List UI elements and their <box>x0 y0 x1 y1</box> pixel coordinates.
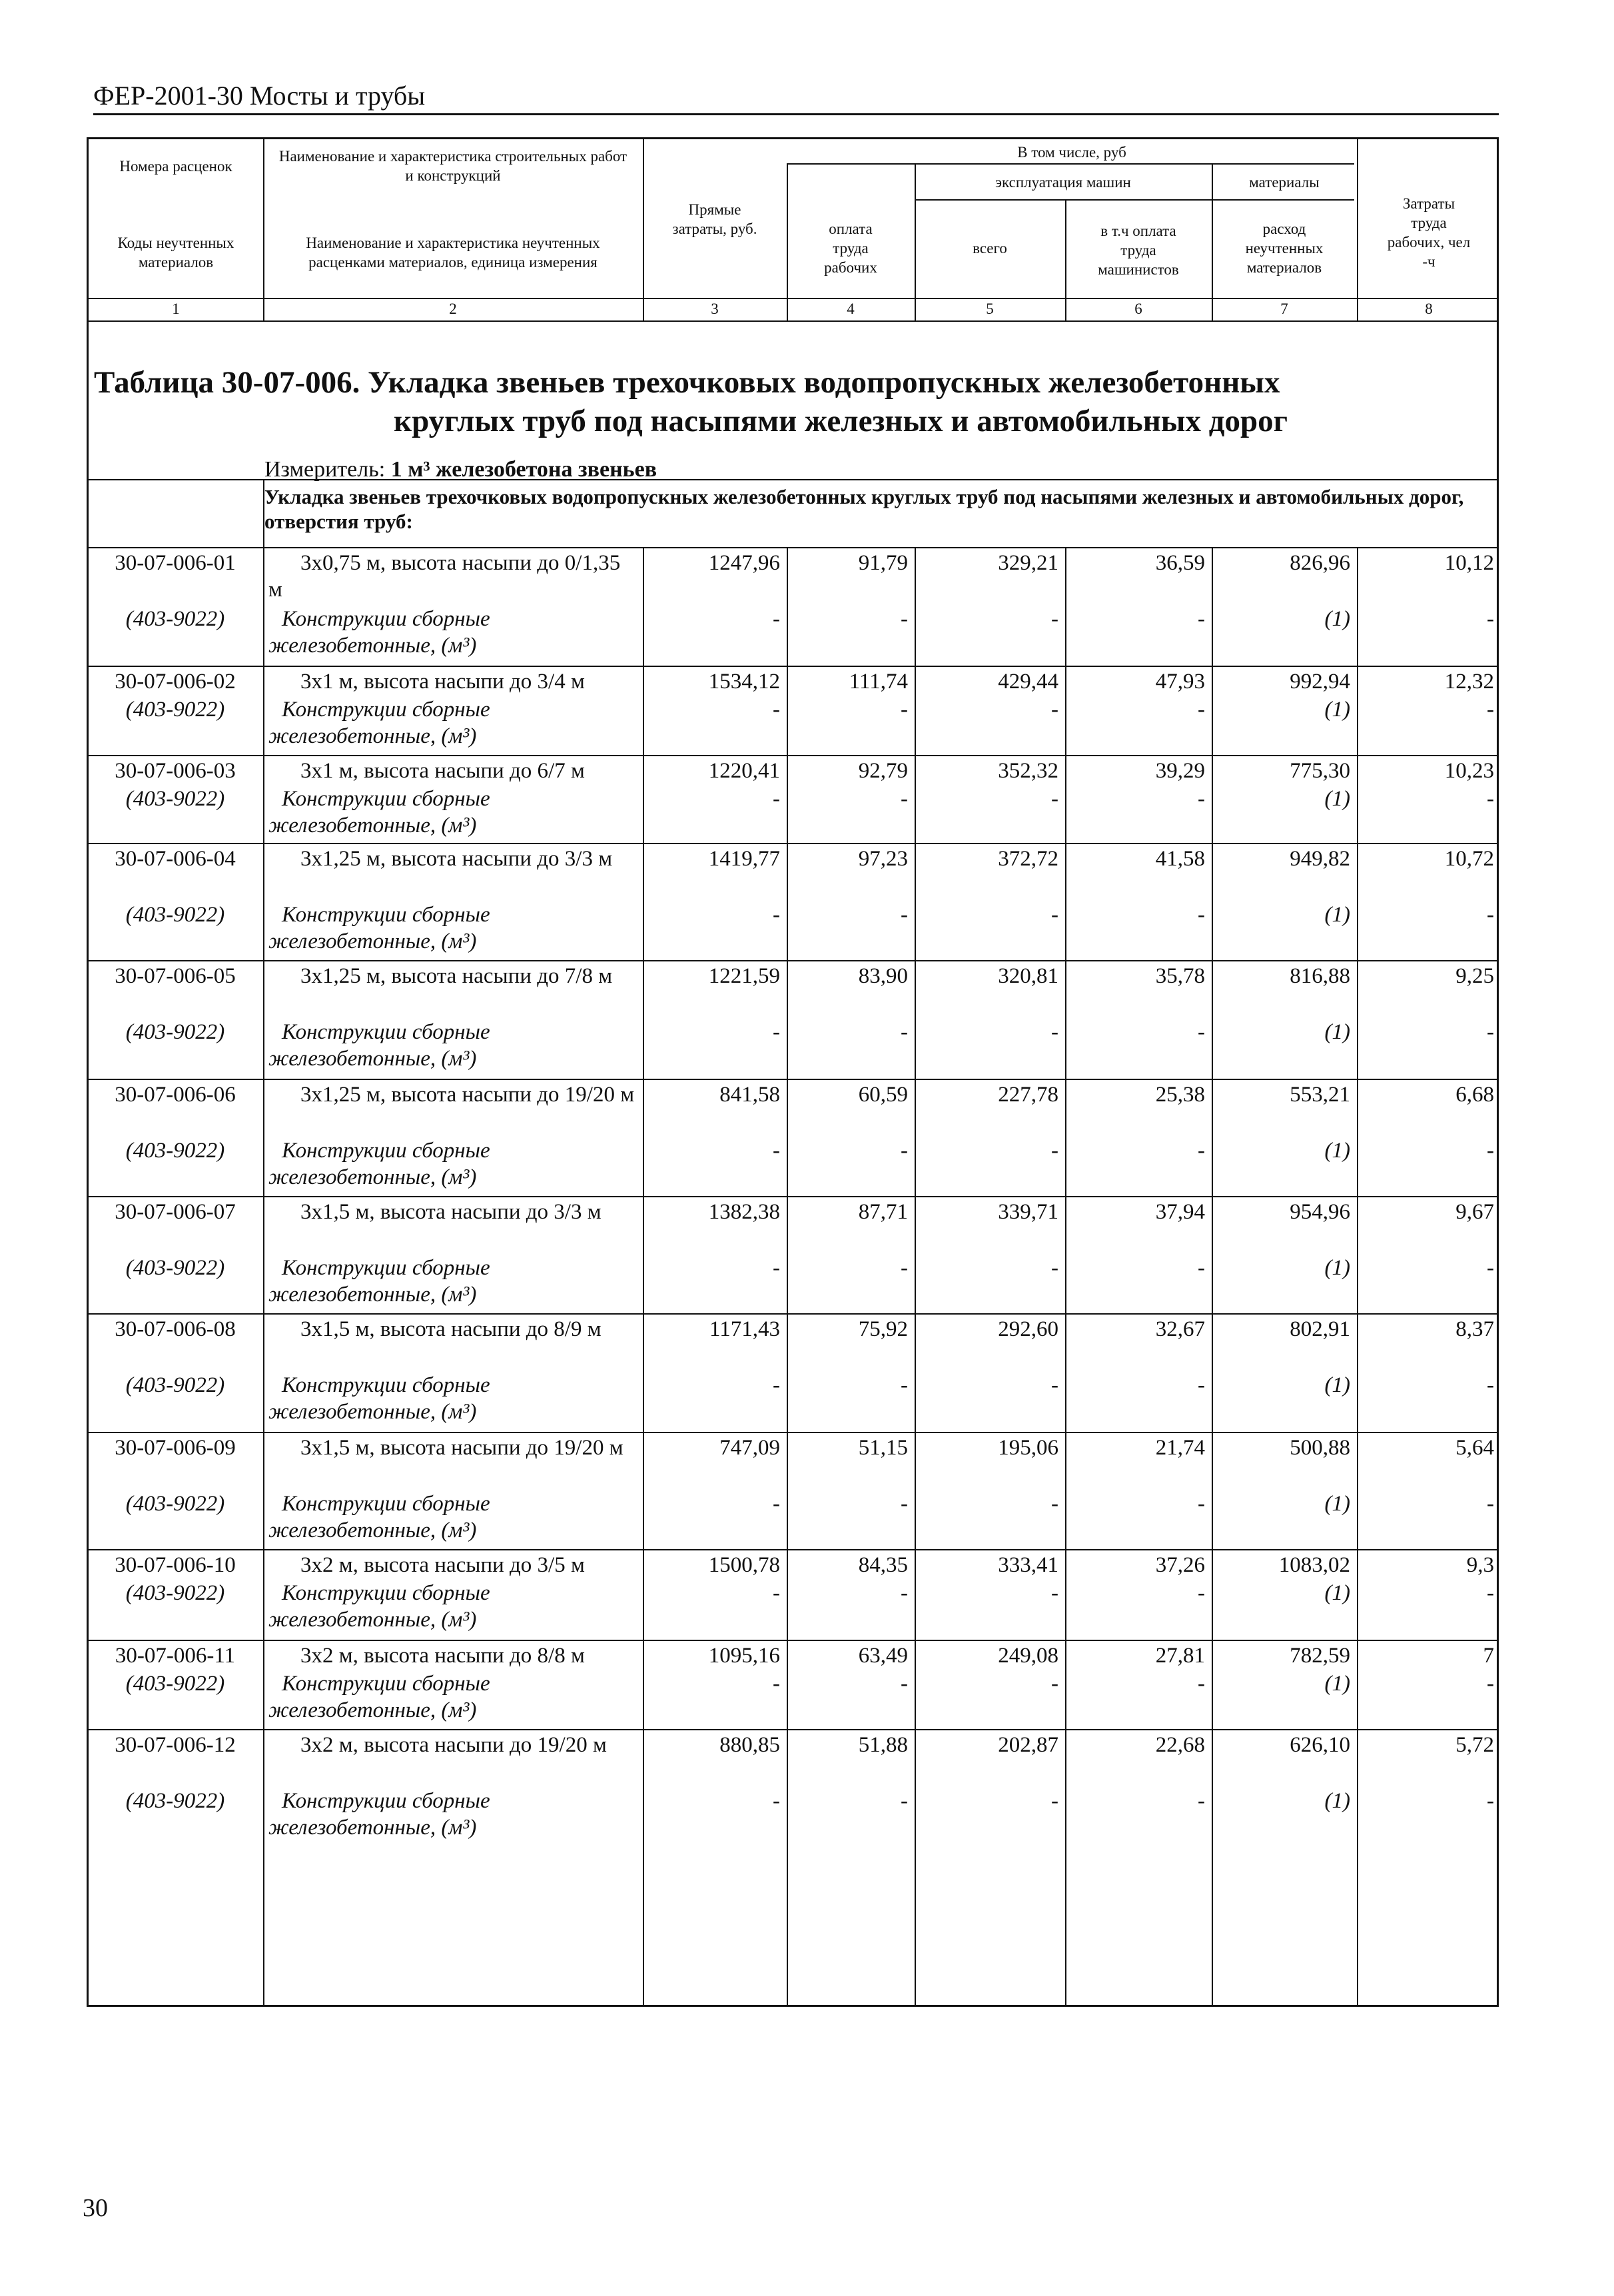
labor-hours: 10,12 <box>1444 551 1494 575</box>
material-labor: - <box>901 1139 908 1163</box>
colnum-6: 6 <box>1134 300 1142 317</box>
machinists-pay: 27,81 <box>1155 1644 1205 1668</box>
material-machines: - <box>1051 1139 1058 1163</box>
labor-hours: 9,67 <box>1455 1200 1494 1224</box>
machines-total: 249,08 <box>998 1644 1058 1668</box>
machinists-pay: 39,29 <box>1155 759 1205 783</box>
rate-code: 30-07-006-09 <box>115 1436 236 1460</box>
machinists-pay: 25,38 <box>1155 1083 1205 1107</box>
material-machines: - <box>1051 607 1058 631</box>
machinists-pay: 37,94 <box>1155 1200 1205 1224</box>
rate-name: 3х1 м, высота насыпи до 6/7 м <box>300 759 585 783</box>
rate-code: 30-07-006-11 <box>115 1644 236 1668</box>
material-machinists: - <box>1198 1581 1205 1605</box>
material-hours: - <box>1487 607 1494 631</box>
labor-hours: 5,72 <box>1455 1733 1494 1757</box>
table-row <box>89 1432 1497 1550</box>
material-machinists: - <box>1198 1789 1205 1813</box>
direct-costs: 880,85 <box>719 1733 780 1757</box>
measure-divider <box>89 479 1497 480</box>
materials-cost: 775,30 <box>1290 759 1350 783</box>
material-machinists: - <box>1198 787 1205 811</box>
labor-pay: 60,59 <box>858 1083 908 1107</box>
colnum-8: 8 <box>1425 300 1433 317</box>
material-name: Конструкции сборные железобетонные, (м³) <box>268 698 490 748</box>
material-direct: - <box>773 1139 780 1163</box>
rates-table <box>87 137 1499 2007</box>
material-labor: - <box>901 1256 908 1280</box>
material-code: (403-9022) <box>125 1256 225 1280</box>
material-direct: - <box>773 1020 780 1044</box>
colnum-bottom <box>89 320 1497 322</box>
material-machinists: - <box>1198 607 1205 631</box>
machines-total: 352,32 <box>998 759 1058 783</box>
material-name: Конструкции сборные железобетонные, (м³) <box>268 1373 490 1424</box>
table-row <box>89 1313 1497 1433</box>
header-machines-total: всего <box>973 239 1007 257</box>
machines-total: 429,44 <box>998 670 1058 694</box>
materials-cost: 992,94 <box>1290 670 1350 694</box>
direct-costs: 1095,16 <box>708 1644 780 1668</box>
material-labor: - <box>901 787 908 811</box>
page-number: 30 <box>83 2194 108 2222</box>
labor-pay: 92,79 <box>858 759 908 783</box>
direct-costs: 1419,77 <box>708 847 780 871</box>
header-bottom <box>89 298 1497 299</box>
material-hours: - <box>1487 1492 1494 1516</box>
direct-costs: 1534,12 <box>708 670 780 694</box>
header-col2-bottom: Наименование и характеристика неучтенных расценками материалов, единица измерения <box>306 235 600 271</box>
material-quantity: (1) <box>1324 1581 1350 1605</box>
material-direct: - <box>773 1672 780 1696</box>
labor-hours: 9,3 <box>1466 1553 1494 1577</box>
rate-code: 30-07-006-06 <box>115 1083 236 1107</box>
materials-cost: 500,88 <box>1290 1436 1350 1460</box>
labor-hours: 10,23 <box>1444 759 1494 783</box>
machines-total: 333,41 <box>998 1553 1058 1577</box>
material-direct: - <box>773 698 780 722</box>
rate-name: 3х1,5 м, высота насыпи до 19/20 м <box>300 1436 623 1460</box>
direct-costs: 1220,41 <box>708 759 780 783</box>
direct-costs: 747,09 <box>719 1436 780 1460</box>
machinists-pay: 21,74 <box>1155 1436 1205 1460</box>
material-name: Конструкции сборные железобетонные, (м³) <box>268 1672 490 1722</box>
material-quantity: (1) <box>1324 1373 1350 1397</box>
material-name: Конструкции сборные железобетонные, (м³) <box>268 787 490 838</box>
material-machinists: - <box>1198 1672 1205 1696</box>
labor-hours: 6,68 <box>1455 1083 1494 1107</box>
material-direct: - <box>773 1373 780 1397</box>
running-head: ФЕР-2001-30 Мосты и трубы <box>93 79 1499 115</box>
materials-cost: 553,21 <box>1290 1083 1350 1107</box>
material-machines: - <box>1051 1492 1058 1516</box>
table-row <box>89 1549 1497 1641</box>
material-labor: - <box>901 903 908 927</box>
table-row <box>89 1079 1497 1197</box>
table-row <box>89 1196 1497 1315</box>
labor-hours: 5,64 <box>1455 1436 1494 1460</box>
material-direct: - <box>773 1581 780 1605</box>
material-machines: - <box>1051 1581 1058 1605</box>
material-quantity: (1) <box>1324 1139 1350 1163</box>
machines-total: 292,60 <box>998 1317 1058 1341</box>
labor-pay: 111,74 <box>849 670 908 694</box>
material-quantity: (1) <box>1324 1672 1350 1696</box>
material-name: Конструкции сборные железобетонные, (м³) <box>268 1256 490 1307</box>
rate-code: 30-07-006-07 <box>115 1200 236 1224</box>
rate-name: 3х1,5 м, высота насыпи до 3/3 м <box>300 1200 602 1224</box>
rate-name: 3х1,5 м, высота насыпи до 8/9 м <box>300 1317 602 1341</box>
materials-cost: 802,91 <box>1290 1317 1350 1341</box>
header-col1-bottom: Коды неучтенных материалов <box>117 235 234 271</box>
labor-pay: 87,71 <box>858 1200 908 1224</box>
labor-hours: 7 <box>1483 1644 1494 1668</box>
material-code: (403-9022) <box>125 1139 225 1163</box>
labor-pay: 63,49 <box>858 1644 908 1668</box>
header-incl: В том числе, руб <box>1017 143 1126 161</box>
colnum-4: 4 <box>847 300 855 317</box>
material-labor: - <box>901 1672 908 1696</box>
material-quantity: (1) <box>1324 1020 1350 1044</box>
header-direct-costs: Прямые затраты, руб. <box>672 201 757 237</box>
material-labor: - <box>901 1789 908 1813</box>
material-labor: - <box>901 1373 908 1397</box>
header-col1-top: Номера расценок <box>119 157 232 175</box>
direct-costs: 1500,78 <box>708 1553 780 1577</box>
colnum-3: 3 <box>711 300 719 317</box>
labor-pay: 51,88 <box>858 1733 908 1757</box>
material-code: (403-9022) <box>125 607 225 631</box>
rate-name: 3х1,25 м, высота насыпи до 19/20 м <box>300 1083 635 1107</box>
direct-costs: 841,58 <box>719 1083 780 1107</box>
rate-code: 30-07-006-12 <box>115 1733 236 1757</box>
material-machines: - <box>1051 1020 1058 1044</box>
labor-pay: 83,90 <box>858 964 908 988</box>
material-labor: - <box>901 1581 908 1605</box>
header-materials: материалы <box>1249 173 1320 191</box>
rate-code: 30-07-006-04 <box>115 847 236 871</box>
material-code: (403-9022) <box>125 1020 225 1044</box>
table-row <box>89 755 1497 844</box>
material-machinists: - <box>1198 1256 1205 1280</box>
machines-total: 320,81 <box>998 964 1058 988</box>
header-labor-cost: Затраты труда рабочих, чел -ч <box>1387 195 1471 270</box>
rate-code: 30-07-006-02 <box>115 670 236 694</box>
labor-pay: 97,23 <box>858 847 908 871</box>
material-machines: - <box>1051 1672 1058 1696</box>
material-code: (403-9022) <box>125 1373 225 1397</box>
material-labor: - <box>901 607 908 631</box>
material-code: (403-9022) <box>125 1581 225 1605</box>
machines-total: 329,21 <box>998 551 1058 575</box>
table-title-line1: Таблица 30-07-006. Укладка звеньев трехочковых водопропускных железобетонных <box>94 365 1280 400</box>
machinists-pay: 47,93 <box>1155 670 1205 694</box>
material-name: Конструкции сборные железобетонные, (м³) <box>268 1139 490 1189</box>
material-machines: - <box>1051 698 1058 722</box>
rate-code: 30-07-006-10 <box>115 1553 236 1577</box>
material-labor: - <box>901 1492 908 1516</box>
material-quantity: (1) <box>1324 607 1350 631</box>
material-direct: - <box>773 607 780 631</box>
table-row <box>89 666 1497 756</box>
labor-hours: 9,25 <box>1455 964 1494 988</box>
material-machines: - <box>1051 787 1058 811</box>
machines-total: 372,72 <box>998 847 1058 871</box>
material-name: Конструкции сборные железобетонные, (м³) <box>268 1492 490 1542</box>
material-machinists: - <box>1198 1139 1205 1163</box>
material-hours: - <box>1487 1373 1494 1397</box>
rate-code: 30-07-006-01 <box>115 551 236 575</box>
rate-name: 3х2 м, высота насыпи до 19/20 м <box>300 1733 607 1757</box>
measure-value: 1 м³ железобетона звеньев <box>390 457 657 482</box>
rate-name: 3х1,25 м, высота насыпи до 7/8 м <box>300 964 613 988</box>
rate-name: 3х1,25 м, высота насыпи до 3/3 м <box>300 847 613 871</box>
direct-costs: 1247,96 <box>708 551 780 575</box>
direct-costs: 1382,38 <box>708 1200 780 1224</box>
material-hours: - <box>1487 698 1494 722</box>
materials-cost: 1083,02 <box>1278 1553 1350 1577</box>
material-machinists: - <box>1198 698 1205 722</box>
colnum-7: 7 <box>1280 300 1288 317</box>
header-materials-unaccounted: расход неучтенных материалов <box>1245 220 1324 276</box>
material-code: (403-9022) <box>125 1492 225 1516</box>
rate-name: 3х2 м, высота насыпи до 8/8 м <box>300 1644 585 1668</box>
materials-cost: 826,96 <box>1290 551 1350 575</box>
rate-name: 3х2 м, высота насыпи до 3/5 м <box>300 1553 585 1577</box>
rate-name: 3х0,75 м, высота насыпи до 0/1,35 м <box>268 551 621 602</box>
rate-code: 30-07-006-08 <box>115 1317 236 1341</box>
colnum-1: 1 <box>172 300 180 317</box>
material-quantity: (1) <box>1324 1492 1350 1516</box>
material-code: (403-9022) <box>125 1672 225 1696</box>
header-machines: эксплуатация машин <box>995 173 1131 191</box>
material-name: Конструкции сборные железобетонные, (м³) <box>268 1020 490 1071</box>
machinists-pay: 41,58 <box>1155 847 1205 871</box>
material-machines: - <box>1051 1789 1058 1813</box>
material-quantity: (1) <box>1324 698 1350 722</box>
machines-total: 227,78 <box>998 1083 1058 1107</box>
material-hours: - <box>1487 1020 1494 1044</box>
machinists-pay: 32,67 <box>1155 1317 1205 1341</box>
materials-cost: 816,88 <box>1290 964 1350 988</box>
material-machinists: - <box>1198 1373 1205 1397</box>
colnum-2: 2 <box>449 300 457 317</box>
labor-hours: 10,72 <box>1444 847 1494 871</box>
direct-costs: 1221,59 <box>708 964 780 988</box>
table-row <box>89 960 1497 1080</box>
material-direct: - <box>773 1789 780 1813</box>
material-machines: - <box>1051 1256 1058 1280</box>
material-labor: - <box>901 698 908 722</box>
material-hours: - <box>1487 1139 1494 1163</box>
labor-pay: 51,15 <box>858 1436 908 1460</box>
materials-cost: 949,82 <box>1290 847 1350 871</box>
labor-hours: 12,32 <box>1444 670 1494 694</box>
machines-total: 195,06 <box>998 1436 1058 1460</box>
material-quantity: (1) <box>1324 903 1350 927</box>
material-hours: - <box>1487 903 1494 927</box>
table-row <box>89 1640 1497 1730</box>
colnum-5: 5 <box>986 300 994 317</box>
material-hours: - <box>1487 1256 1494 1280</box>
material-machinists: - <box>1198 903 1205 927</box>
material-hours: - <box>1487 1672 1494 1696</box>
materials-cost: 782,59 <box>1290 1644 1350 1668</box>
material-code: (403-9022) <box>125 903 225 927</box>
section-heading: Укладка звеньев трехочковых водопропускных железобетонных круглых труб под насыпями железных и автомобильных дорог, отверстия труб: <box>264 485 1464 533</box>
machinists-pay: 22,68 <box>1155 1733 1205 1757</box>
table-row <box>89 1729 1497 2009</box>
material-name: Конструкции сборные железобетонные, (м³) <box>268 1789 490 1840</box>
material-quantity: (1) <box>1324 1789 1350 1813</box>
material-hours: - <box>1487 787 1494 811</box>
material-name: Конструкции сборные железобетонные, (м³) <box>268 903 490 953</box>
table-title-line2: круглых труб под насыпями железных и автомобильных дорог <box>394 404 1288 438</box>
material-quantity: (1) <box>1324 787 1350 811</box>
table-row <box>89 843 1497 961</box>
material-hours: - <box>1487 1789 1494 1813</box>
table-row <box>89 547 1497 667</box>
direct-costs: 1171,43 <box>709 1317 780 1341</box>
rate-code: 30-07-006-03 <box>115 759 236 783</box>
material-quantity: (1) <box>1324 1256 1350 1280</box>
labor-hours: 8,37 <box>1455 1317 1494 1341</box>
machinists-pay: 36,59 <box>1155 551 1205 575</box>
header-labor-pay: оплата труда рабочих <box>824 220 877 276</box>
labor-pay: 84,35 <box>858 1553 908 1577</box>
machines-total: 202,87 <box>998 1733 1058 1757</box>
measure-label: Измеритель: <box>264 457 386 482</box>
material-name: Конструкции сборные железобетонные, (м³) <box>268 607 490 658</box>
machinists-pay: 35,78 <box>1155 964 1205 988</box>
rate-name: 3х1 м, высота насыпи до 3/4 м <box>300 670 585 694</box>
material-hours: - <box>1487 1581 1494 1605</box>
machines-total: 339,71 <box>998 1200 1058 1224</box>
material-direct: - <box>773 1256 780 1280</box>
rate-code: 30-07-006-05 <box>115 964 236 988</box>
machinists-pay: 37,26 <box>1155 1553 1205 1577</box>
material-machinists: - <box>1198 1492 1205 1516</box>
material-labor: - <box>901 1020 908 1044</box>
material-code: (403-9022) <box>125 787 225 811</box>
material-direct: - <box>773 787 780 811</box>
labor-pay: 75,92 <box>858 1317 908 1341</box>
labor-pay: 91,79 <box>858 551 908 575</box>
material-direct: - <box>773 1492 780 1516</box>
material-code: (403-9022) <box>125 698 225 722</box>
material-code: (403-9022) <box>125 1789 225 1813</box>
material-machines: - <box>1051 1373 1058 1397</box>
header-col2-top: Наименование и характеристика строительных работ и конструкций <box>278 148 627 184</box>
material-machinists: - <box>1198 1020 1205 1044</box>
table-title <box>94 363 1493 440</box>
header-divider-incl <box>787 163 1354 165</box>
header-machinists: в т.ч оплата труда машинистов <box>1098 222 1179 278</box>
material-name: Конструкции сборные железобетонные, (м³) <box>268 1581 490 1632</box>
materials-cost: 954,96 <box>1290 1200 1350 1224</box>
materials-cost: 626,10 <box>1290 1733 1350 1757</box>
material-machines: - <box>1051 903 1058 927</box>
material-direct: - <box>773 903 780 927</box>
